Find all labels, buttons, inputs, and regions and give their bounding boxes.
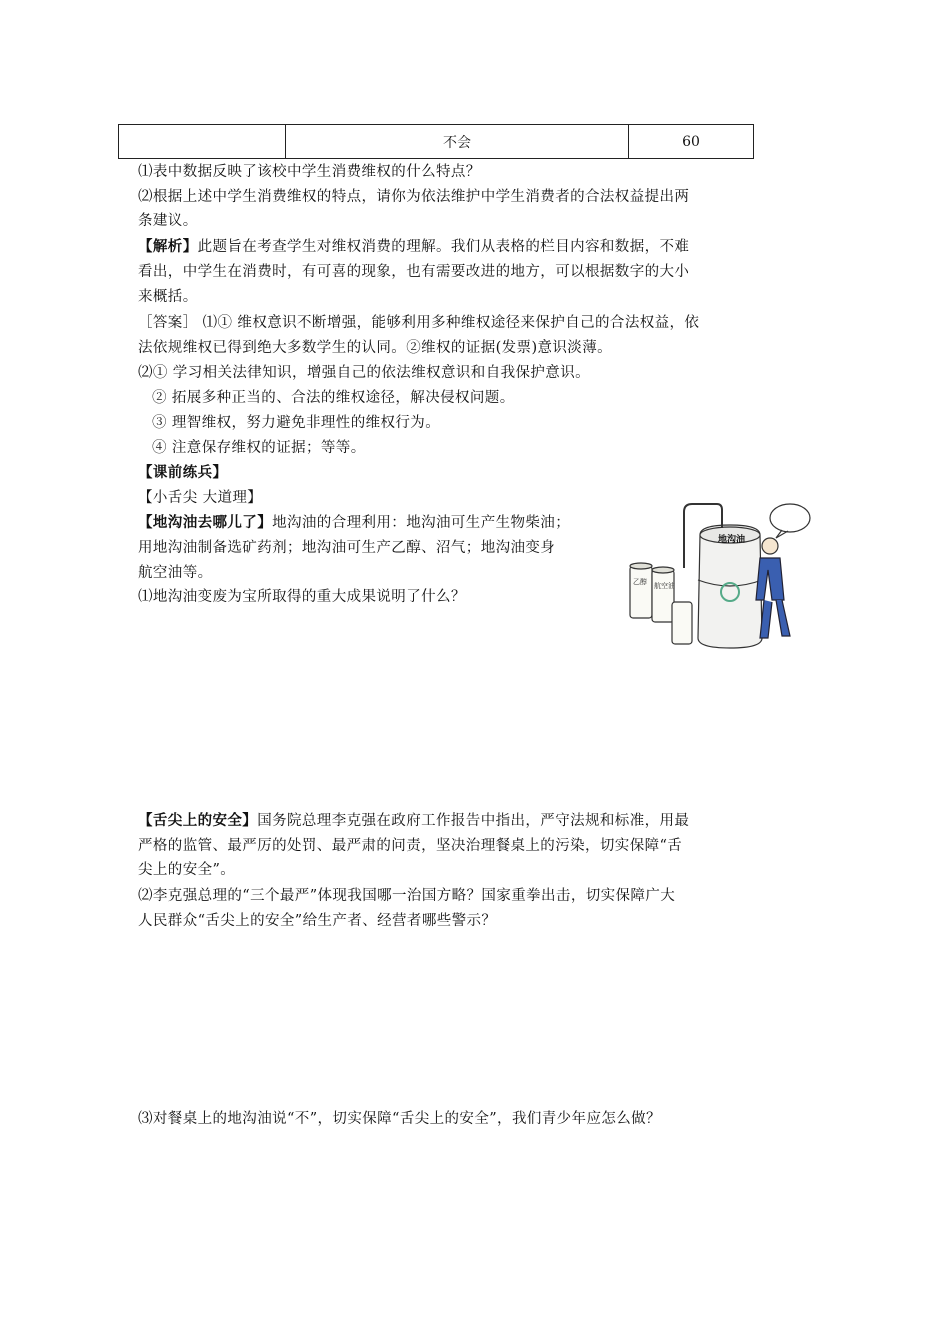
answer-line-1: ［答案］ ⑴① 维权意识不断增强，能够利用多种维权途径来保护自己的合法权益，依 [138,315,700,331]
table-cell: 不会 [286,125,629,159]
can-label-2: 航空油 [654,582,675,590]
answer-line-6: ④ 注意保存维权的证据；等等。 [152,440,366,456]
consumer-rights-table [118,124,754,159]
table-cell: 60 [629,125,754,159]
barrel-label: 地沟油 [718,535,746,545]
safety-text: 国务院总理李克强在政府工作报告中指出，严守法规和标准，用最 [257,813,690,829]
safety-line-1 [138,811,689,831]
subheader: 【小舌尖 大道理】 [138,490,263,506]
question-3: ⑶对餐桌上的地沟油说“不”，切实保障“舌尖上的安全”，我们青少年应怎么做？ [138,1111,661,1127]
oil-text: 地沟油的合理利用：地沟油可生产生物柴油； [272,515,571,531]
answer-line-2: 法依规维权已得到绝大多数学生的认同。②维权的证据(发票)意识淡薄。 [138,340,613,356]
answer-line-4: ② 拓展多种正当的、合法的维权途径，解决侵权问题。 [152,390,515,406]
oil-label: 【地沟油去哪儿了】 [138,515,273,531]
answer-line-3: ⑵① 学习相关法律知识，增强自己的依法维权意识和自我保护意识。 [138,365,591,381]
table-cell [119,125,286,159]
question-2-line-2: 条建议。 [138,213,198,229]
oil-line-2: 用地沟油制备选矿药剂；地沟油可生产乙醇、沼气；地沟油变身 [138,540,556,556]
question-2-line-1: ⑵根据上述中学生消费维权的特点，请你为依法维护中学生消费者的合法权益提出两 [138,189,690,205]
question-2b-line-1: ⑵李克强总理的“三个最严”体现我国哪一治国方略？国家重拳出击，切实保障广大 [138,888,676,904]
safety-line-2: 严格的监管、最严厉的处罚、最严肃的问责，坚决治理餐桌上的污染，切实保障“舌 [138,838,683,854]
gutter-oil-illustration [622,500,834,655]
safety-line-3: 尖上的安全”。 [138,862,236,878]
answer-line-5: ③ 理智维权，努力避免非理性的维权行为。 [152,415,441,431]
oil-line-1 [138,513,570,533]
table-row [119,125,754,159]
practice-header: 【课前练兵】 [138,465,228,481]
analysis-text: 此题旨在考查学生对维权消费的理解。我们从表格的栏目内容和数据，不难 [197,239,690,255]
can-label-1: 乙醇 [633,578,647,586]
analysis-line-3: 来概括。 [138,289,198,305]
safety-label: 【舌尖上的安全】 [138,813,258,829]
oil-question-1: ⑴地沟油变废为宝所取得的重大成果说明了什么？ [138,589,466,605]
analysis-line-1 [138,237,689,257]
question-1: ⑴表中数据反映了该校中学生消费维权的什么特点？ [138,164,481,180]
oil-line-3: 航空油等。 [138,565,213,581]
analysis-label: 【解析】 [138,239,198,255]
analysis-line-2: 看出，中学生在消费时，有可喜的现象，也有需要改进的地方，可以根据数字的大小 [138,264,690,280]
question-2b-line-2: 人民群众“舌尖上的安全”给生产者、经营者哪些警示？ [138,913,497,929]
